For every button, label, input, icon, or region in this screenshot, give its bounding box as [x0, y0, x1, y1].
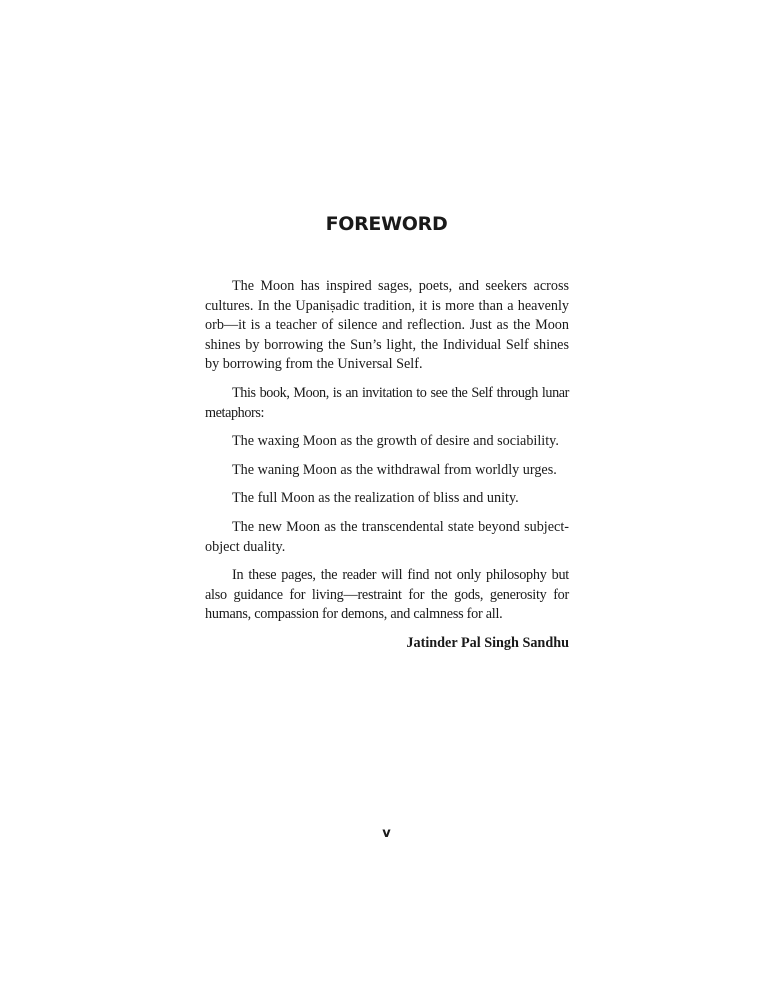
paragraph-waxing-moon: The waxing Moon as the growth of desire and sociability. [232, 433, 559, 450]
paragraph-full-moon: The full Moon as the realization of bliss and unity. [232, 490, 519, 507]
paragraph-new-moon: The new Moon as the transcendental state beyond subject-object duality. [205, 518, 569, 555]
paragraph-invitation: This book, Moon, is an invitation to see the Self through lunar metaphors: [205, 384, 569, 421]
page-number: v [382, 826, 391, 841]
paragraph-waning-moon: The waning Moon as the withdrawal from worldly urges. [232, 461, 557, 478]
paragraph-closing: In these pages, the reader will find not only philosophy but also guidance for living—restraint for the gods, generosity for humans, compassion for demons, and calmness for all. [205, 567, 569, 623]
paragraph-intro: The Moon has inspired sages, poets, and seekers across cultures. In the Upaniṣadic tradition, it is more than a heavenly orb—it is a teacher of silence and reflection. Just as the Moon shines by borrowing the Sun’s light, the Individual Self shines by borrowing from the Universal Self. [205, 278, 569, 373]
author-signature: Jatinder Pal Singh Sandhu [406, 634, 569, 651]
page-title: FOREWORD [325, 213, 448, 235]
foreword-body [205, 277, 569, 654]
